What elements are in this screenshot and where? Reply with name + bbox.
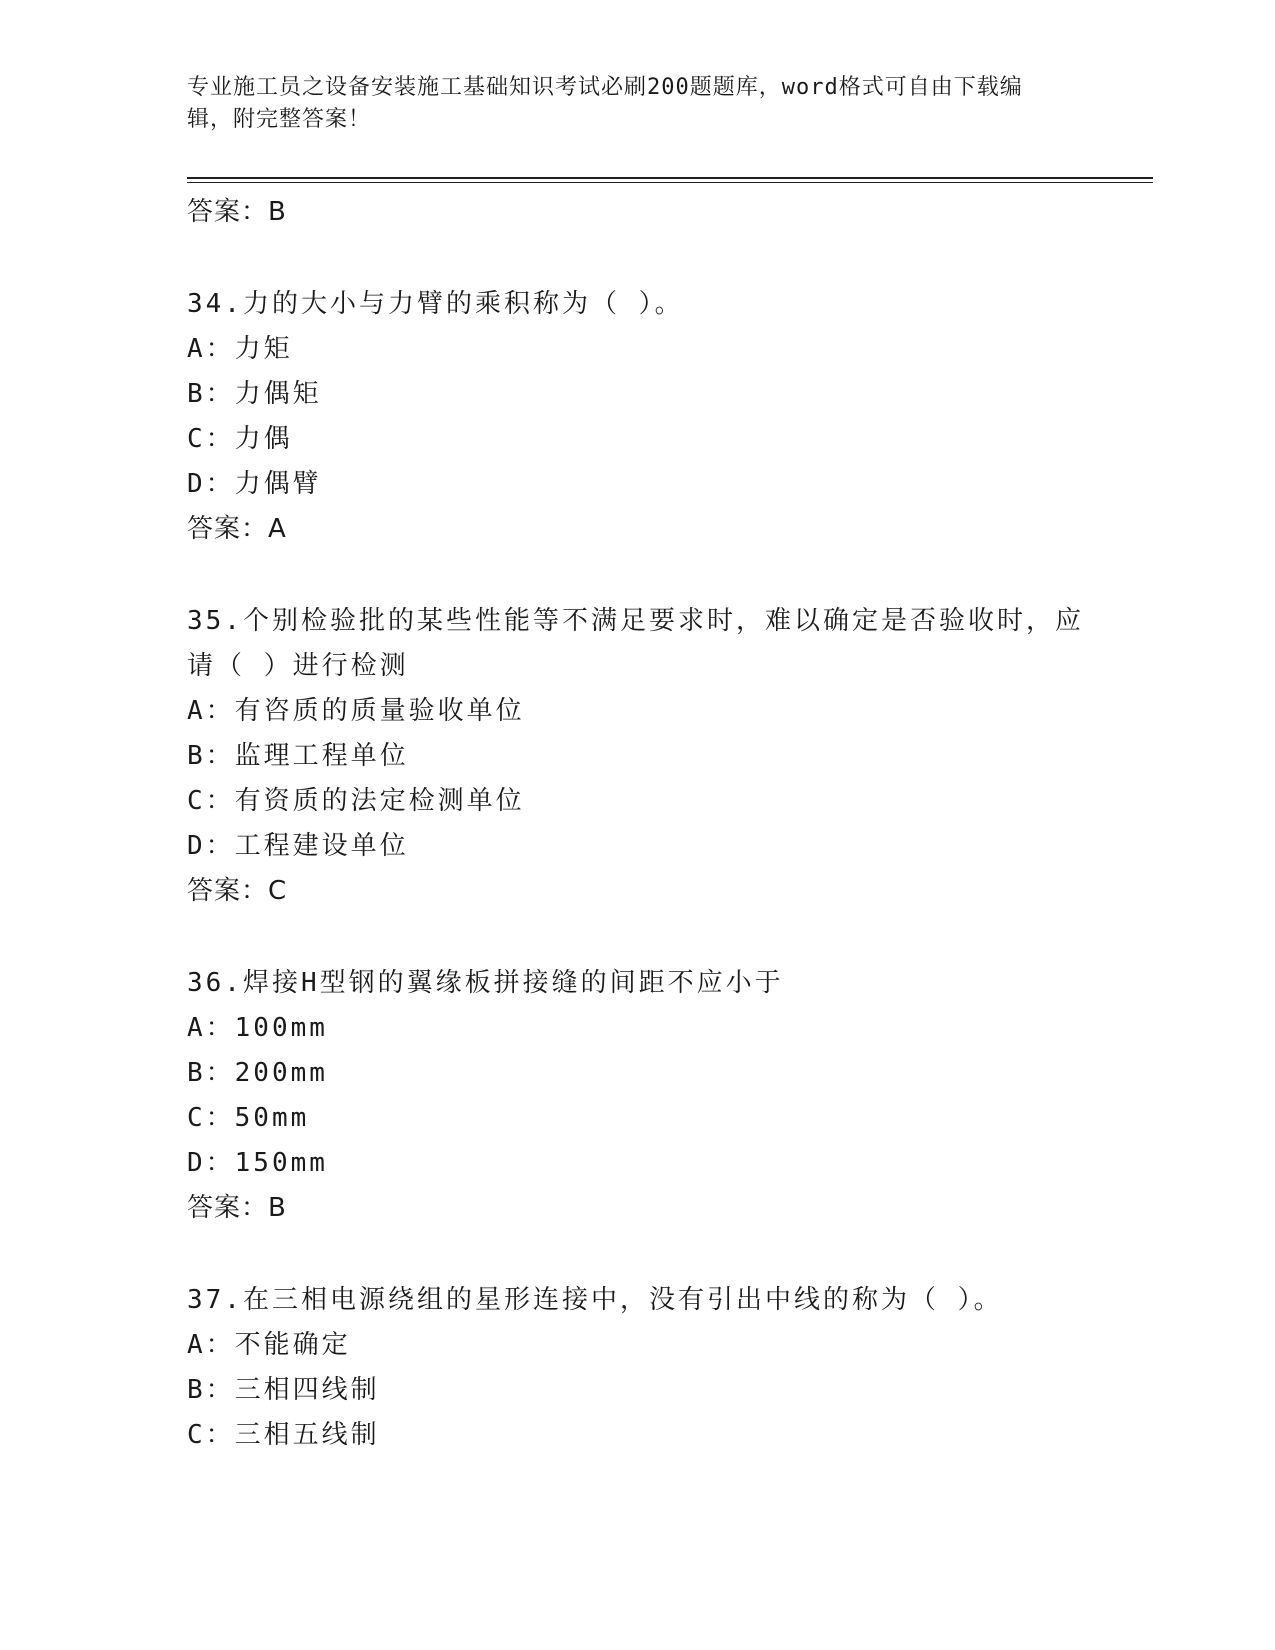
- question-stem: 37.在三相电源绕组的星形连接中，没有引出中线的称为（ ）。: [187, 1285, 1003, 1315]
- option-a: A：有咨质的质量验收单位: [187, 696, 525, 726]
- option-b: B：三相四线制: [187, 1375, 380, 1405]
- question-stem: 36.焊接H型钢的翼缘板拼接缝的间距不应小于: [187, 968, 784, 998]
- question-stem: 35.个别检验批的某些性能等不满足要求时，难以确定是否验收时，应请（ ）进行检测: [187, 606, 1084, 681]
- question-block: [187, 1278, 1087, 1458]
- option-d: D：力偶臂: [187, 469, 322, 499]
- answer-line: 答案：A: [187, 514, 287, 544]
- option-c: C：三相五线制: [187, 1420, 380, 1450]
- answer-line: 答案：B: [187, 1193, 287, 1223]
- option-b: B：监理工程单位: [187, 741, 409, 771]
- option-c: C：50mm: [187, 1103, 310, 1133]
- option-a: A：力矩: [187, 334, 293, 364]
- header-divider-thin: [187, 182, 1153, 183]
- question-stem: 34.力的大小与力臂的乘积称为（ ）。: [187, 289, 684, 319]
- option-d: D：工程建设单位: [187, 831, 409, 861]
- option-d: D：150mm: [187, 1148, 328, 1178]
- answer-line: 答案：C: [187, 876, 288, 906]
- option-b: B：200mm: [187, 1058, 328, 1088]
- question-block: [187, 961, 1087, 1231]
- option-b: B：力偶矩: [187, 379, 322, 409]
- header-divider: [187, 177, 1153, 179]
- question-list: [187, 190, 1087, 1458]
- page-header: 专业施工员之设备安装施工基础知识考试必刷200题题库，word格式可自由下载编辑，附完整答案！: [187, 75, 1023, 132]
- option-a: A：不能确定: [187, 1330, 351, 1360]
- question-block: [187, 282, 1087, 552]
- option-c: C：有资质的法定检测单位: [187, 786, 525, 816]
- option-c: C：力偶: [187, 424, 293, 454]
- option-a: A：100mm: [187, 1013, 328, 1043]
- answer-line: 答案：B: [187, 197, 287, 227]
- question-block: [187, 599, 1087, 914]
